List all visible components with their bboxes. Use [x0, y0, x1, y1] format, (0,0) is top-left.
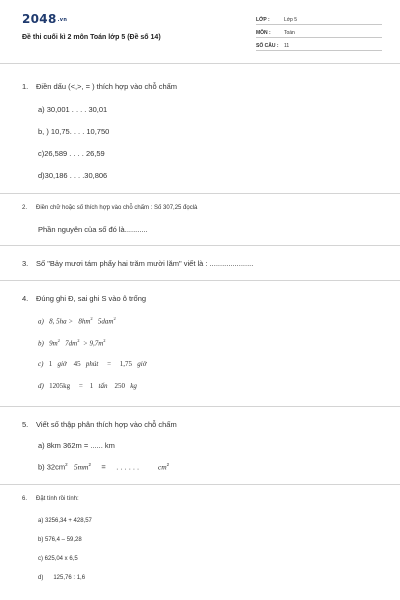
meta-value: Toán — [284, 30, 295, 36]
exam-title: Đề thi cuối kì 2 môn Toán lớp 5 (Đề số 14) — [22, 34, 161, 41]
answer-line: c) 625,04 x 6,5 — [38, 556, 78, 562]
item-label: b) 32cm — [38, 462, 66, 472]
item-label: b) — [38, 339, 44, 348]
logo-main: 2048 — [22, 12, 57, 26]
meta-label: MÔN : — [256, 30, 271, 36]
question-title — [22, 496, 79, 502]
math-term: 7dm — [65, 339, 78, 348]
answer-line: c)26,589 . . . . 26,59 — [38, 149, 105, 158]
question-number: 6. — [22, 496, 28, 502]
math-term: . . . . . . — [116, 462, 140, 472]
item-label: a) — [38, 317, 44, 326]
math-term: cm — [157, 462, 167, 472]
question-number: 4. — [22, 294, 29, 303]
question-title — [22, 82, 177, 91]
math-term: giờ — [57, 360, 67, 368]
math-term: 1205kg — [49, 382, 71, 390]
item-label: d) — [38, 382, 44, 390]
math-term: 45 — [73, 360, 81, 368]
question-number: 2. — [22, 205, 28, 211]
divider — [0, 406, 400, 407]
question-title — [22, 294, 146, 303]
question-number: 5. — [22, 420, 29, 429]
answer-line-d — [38, 382, 137, 390]
math-term: 5mm — [73, 462, 89, 472]
math-term: 1 — [89, 382, 94, 390]
answer-line-a: a) 8, 5ha > $8hm^2$ 5dam$^2$ — [38, 316, 116, 326]
meta-row-class — [256, 13, 382, 25]
item-label: c) — [38, 360, 44, 368]
divider — [0, 280, 400, 281]
math-term: 8hm — [78, 317, 91, 326]
meta-value: 11 — [284, 43, 290, 49]
question-text: Đặt tính rồi tính: — [36, 496, 79, 502]
meta-value: Lớp 5 — [284, 17, 298, 23]
answer-line: a) 30,001 . . . . 30,01 — [38, 105, 108, 114]
divider — [0, 245, 400, 246]
answer-line: b, ) 10,75. . . . 10,750 — [38, 127, 110, 136]
math-term: 9m — [49, 339, 58, 348]
divider — [0, 193, 400, 194]
math-term: 8, 5ha > — [49, 317, 74, 326]
divider — [0, 63, 400, 64]
header — [0, 0, 400, 62]
question-number: 3. — [22, 259, 29, 268]
site-logo[interactable] — [22, 12, 67, 26]
logo-sub: .vn — [57, 16, 68, 23]
math-term: 5dam — [97, 317, 114, 326]
question-text: Điền dấu (<,>, = ) thích hợp vào chỗ chấm — [36, 82, 178, 91]
divider — [0, 484, 400, 485]
math-term: > 9,7m — [82, 339, 104, 348]
math-term: 1 — [48, 360, 53, 368]
question-title — [22, 259, 253, 268]
answer-line: a) 8km 362m = ...... km — [38, 441, 115, 450]
meta-row-subject — [256, 26, 382, 38]
answer-line-b: b) $9m^2$ $7dm^2 > 9,7m^2$ — [38, 338, 106, 348]
answer-line: a) 3256,34 + 428,57 — [38, 518, 92, 524]
meta-label: LỚP : — [256, 17, 270, 23]
meta-box — [256, 13, 382, 52]
answer-line: d) 125,76 : 1,6 — [38, 575, 86, 581]
math-term: tấn — [98, 382, 108, 390]
question-text: Điền chữ hoặc số thích hợp vào chỗ chấm : Số 307,25 đọclà — [36, 205, 198, 211]
math-term: = — [101, 462, 106, 472]
answer-line-b: b) $32cm^2$ $5mm^2$ = . . . . . . $cm^2$ — [38, 462, 170, 472]
math-term: giờ — [137, 360, 147, 368]
question-text: Số "Bảy mươi tám phẩy hai trăm mười lăm" viết là : ..................... — [36, 259, 254, 268]
answer-line-c — [38, 360, 146, 368]
math-term: 1,75 — [119, 360, 133, 368]
question-text: Viết số thập phân thích hợp vào chỗ chấm — [36, 420, 177, 429]
math-term: = — [107, 360, 112, 368]
math-term: kg — [130, 382, 137, 390]
question-title — [22, 205, 197, 211]
meta-row-count — [256, 39, 382, 51]
math-term: = — [78, 382, 83, 390]
math-term: phút — [85, 360, 99, 368]
answer-line: d)30,186 . . . .30,806 — [38, 171, 108, 180]
question-title — [22, 420, 177, 429]
meta-label: SỐ CÂU : — [256, 43, 279, 49]
answer-line: Phần nguyên của số đó là........... — [38, 225, 148, 234]
answer-line: b) 576,4 – 59,28 — [38, 537, 82, 543]
math-term: 250 — [114, 382, 125, 390]
question-text: Đúng ghi Đ, sai ghi S vào ô trống — [36, 294, 147, 303]
question-number: 1. — [22, 82, 29, 91]
